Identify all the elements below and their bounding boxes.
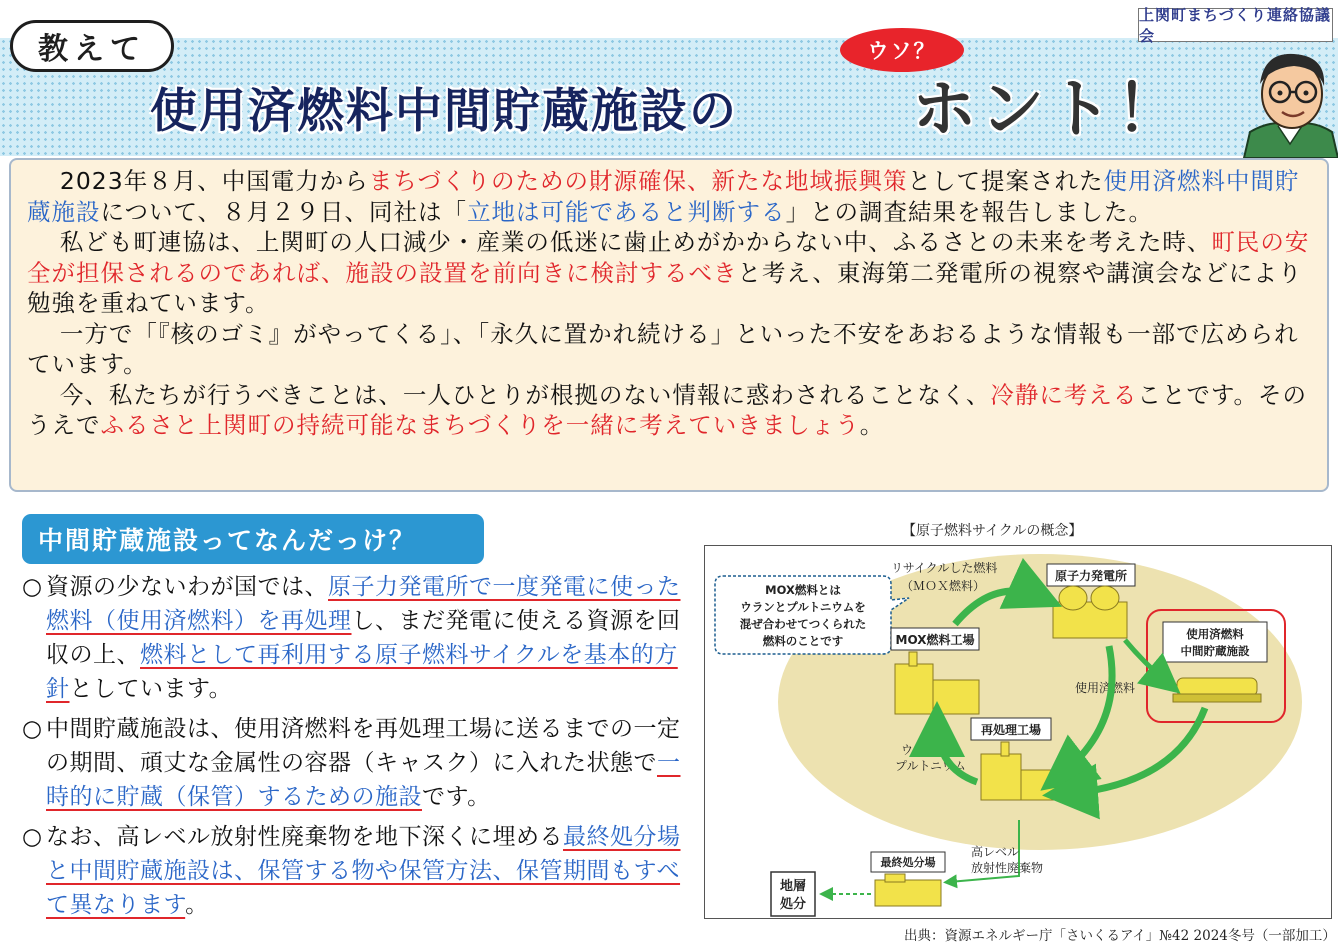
- callout-line: 混ぜ合わせてつくられた: [739, 617, 867, 631]
- intro-text-box: [9, 158, 1329, 492]
- interim-storage-label: 使用済燃料: [1186, 627, 1244, 641]
- point-highlight: 最終処分場と中間貯蔵施設は、保管する物や保管方法、保管期間もすべて異なります: [46, 824, 681, 918]
- bullet-circle-icon: ○: [22, 716, 43, 742]
- list-item-text: [46, 712, 686, 814]
- intro-text: ことです。そのうえで: [27, 380, 1308, 439]
- mox-plant-label: MOX燃料工場: [895, 633, 975, 647]
- intro-text: 今、私たちが行うべきことは、一人ひとりが根拠のない情報に惑わされることなく、: [59, 380, 991, 409]
- intro-text: について、８月２９日、同社は「: [100, 197, 468, 226]
- final-disposal-building: [875, 874, 941, 906]
- point-highlight: 燃料として再利用する原子燃料サイクルを基本的方針: [46, 642, 678, 702]
- point-text: 。: [185, 892, 209, 918]
- point-text: なお、高レベル放射性廃棄物を地下深くに埋める: [46, 824, 563, 850]
- hlw-label: 高レベル: [971, 845, 1020, 859]
- list-item: [22, 570, 686, 706]
- interim-storage-label-sub: 中間貯蔵施設: [1180, 644, 1250, 658]
- intro-text: と考え、東海第二発電所の視察や講演会などにより勉強を重ねています。: [27, 258, 1303, 317]
- source-citation: 出典：資源エネルギー庁「さいくるアイ」№42 2024冬号（一部加工）: [904, 928, 1336, 944]
- geological-label-sub: 処分: [779, 897, 807, 912]
- intro-text: として提案された: [907, 167, 1104, 195]
- recycled-fuel-label-sub: （ＭＯＸ燃料）: [901, 579, 986, 593]
- section-heading: 中間貯蔵施設ってなんだっけ？: [22, 514, 484, 564]
- nuclear-plant-label: 原子力発電所: [1054, 569, 1128, 583]
- point-text: し、まだ発電に使える資源を回収の上、: [46, 608, 681, 668]
- page-title: 使用済燃料中間貯蔵施設の: [150, 84, 738, 139]
- header-badge: 教えて: [10, 20, 174, 72]
- diagram-caption: 【原子燃料サイクルの概念】: [902, 523, 1083, 539]
- fuel-cycle-svg: [705, 546, 1333, 920]
- bullet-circle-icon: ○: [22, 824, 43, 850]
- reprocessing-plant-label: 再処理工場: [980, 723, 1042, 737]
- geological-label: 地層: [779, 879, 807, 894]
- intro-highlight-blue: 立地は可能であると判断する: [467, 197, 786, 226]
- recycled-fuel-label: リサイクルした燃料: [891, 561, 998, 575]
- intro-paragraph-1: [27, 166, 1313, 227]
- intro-highlight-red: まちづくりのための財源確保、新たな地域振興策: [368, 167, 908, 195]
- hlw-label-sub: 放射性廃棄物: [971, 861, 1044, 875]
- intro-highlight-red: 冷静に考える: [990, 380, 1138, 409]
- callout-line: MOX燃料とは: [765, 583, 841, 597]
- explanation-list: [22, 570, 686, 928]
- interim-storage-building: [1173, 678, 1261, 702]
- point-text: です。: [422, 784, 491, 810]
- svg-text:ウランとプルトニウムを: [740, 600, 865, 614]
- callout-line: 燃料のことです: [762, 634, 844, 648]
- svg-text:MOX燃料とは: [765, 583, 841, 597]
- point-highlight: 原子力発電所で一度発電に使った燃料（使用済燃料）を再処理: [46, 574, 681, 634]
- intro-text: 私ども町連協は、上関町の人口減少・産業の低迷に歯止めがかからない中、ふるさとの未来を考えた時、: [59, 228, 1212, 256]
- list-item: [22, 820, 686, 922]
- title-emphasis: ホント！: [912, 73, 1184, 147]
- point-text: 資源の少ないわが国では、: [46, 574, 328, 600]
- intro-highlight-blue: 使用済燃料中間貯蔵施設: [27, 167, 1300, 226]
- intro-paragraph-3: 一方で「『核のゴミ』がやってくる」、「永久に置かれ続ける」といった不安をあおるような情報も一部で広められています。: [27, 319, 1299, 378]
- intro-highlight-red: ふるさと上関町の持続可能なまちづくりを一緒に考えていきましょう: [100, 411, 860, 439]
- intro-paragraph-2: [27, 227, 1313, 319]
- mascot-illustration: [1240, 44, 1338, 158]
- uranium-label: ウランや: [901, 743, 950, 757]
- callout-line: ウランとプルトニウムを: [740, 600, 866, 614]
- fuel-cycle-diagram: [704, 545, 1332, 919]
- point-text: 中間貯蔵施設は、使用済燃料を再処理工場に送るまでの一定の期間、頑丈な金属性の容器（キャスク）に入れた状態で: [46, 716, 681, 776]
- intro-paragraph-4: [27, 380, 1313, 441]
- list-item-text: [46, 820, 686, 922]
- spent-fuel-label: 使用済燃料: [1075, 681, 1136, 695]
- organization-name: 上関町まちづくり連絡協議会: [1138, 8, 1333, 42]
- uso-speech-bubble: ウソ？: [840, 28, 964, 72]
- list-item: [22, 712, 686, 814]
- final-disposal-label: 最終処分場: [880, 856, 936, 869]
- svg-text:燃料のことです: [762, 634, 844, 648]
- point-highlight: 一時的に貯蔵（保管）するための施設: [46, 750, 681, 810]
- point-text: としています。: [69, 676, 233, 702]
- uranium-label-sub: プルトニウム: [895, 759, 966, 773]
- intro-text: 。: [859, 411, 885, 439]
- intro-highlight-red: 町民の安全が担保されるのであれば、施設の設置を前向きに検討するべき: [27, 228, 1310, 287]
- intro-text: 」との調査結果を報告しました。: [785, 197, 1154, 226]
- bullet-circle-icon: ○: [22, 574, 43, 600]
- list-item-text: [46, 570, 686, 706]
- svg-text:混ぜ合わせてつくられた: [740, 617, 867, 631]
- intro-text: 2023年８月、中国電力から: [59, 167, 369, 195]
